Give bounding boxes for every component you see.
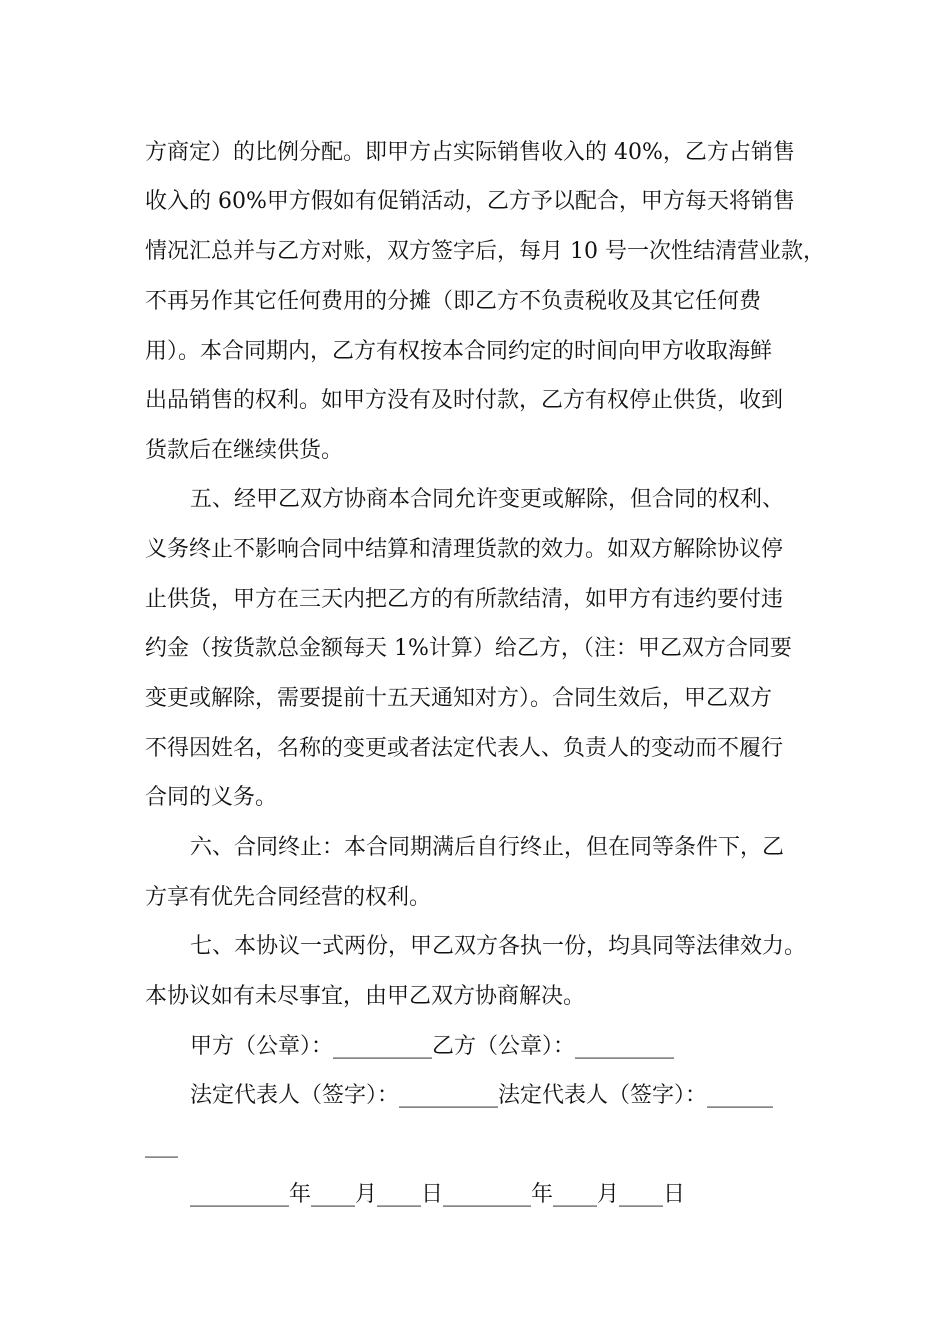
body-text-line: 方商定）的比例分配。即甲方占实际销售收入的 40%，乙方占销售 (145, 140, 795, 165)
body-text-line: 不再另作其它任何费用的分摊（即乙方不负责税收及其它任何费 (145, 289, 762, 314)
clause-five-heading-line: 五、经甲乙双方协商本合同允许变更或解除，但合同的权利、 (190, 487, 785, 512)
body-text-line: 出品销售的权利。如甲方没有及时付款，乙方有权停止供货，收到 (145, 388, 784, 413)
body-text-line: 本协议如有未尽事宜，由甲乙双方协商解决。 (145, 984, 586, 1009)
body-text-line: 变更或解除，需要提前十五天通知对方）。合同生效后，甲乙双方 (145, 686, 773, 711)
body-text-line: 合同的义务。 (145, 785, 278, 810)
party-seal-line: 甲方（公章）：_________乙方（公章）：_________ (190, 1034, 675, 1059)
signature-continuation-line: ___ (145, 1133, 178, 1158)
clause-six-heading-line: 六、合同终止：本合同期满后自行终止，但在同等条件下，乙 (190, 835, 785, 860)
body-text-line: 义务终止不影响合同中结算和清理货款的效力。如双方解除协议停 (145, 537, 784, 562)
body-text-line: 货款后在继续供货。 (145, 438, 344, 463)
date-line: _________年____月____日________年____月____日 (190, 1182, 686, 1207)
body-text-line: 情况汇总并与乙方对账，双方签字后，每月 10 号一次性结清营业款， (145, 239, 825, 264)
clause-seven-heading-line: 七、本协议一式两份，甲乙双方各执一份，均具同等法律效力。 (190, 934, 807, 959)
body-text-line: 不得因姓名，名称的变更或者法定代表人、负责人的变动而不履行 (145, 736, 784, 761)
body-text-line: 约金（按货款总金额每天 1%计算）给乙方，（注：甲乙双方合同要 (145, 636, 792, 661)
body-text-line: 止供货，甲方在三天内把乙方的有所款结清，如甲方有违约要付违 (145, 587, 784, 612)
body-text-line: 用）。本合同期内，乙方有权按本合同约定的时间向甲方收取海鲜 (145, 339, 773, 364)
body-text-line: 收入的 60%甲方假如有促销活动，乙方予以配合，甲方每天将销售 (145, 189, 795, 214)
body-text-line: 方享有优先合同经营的权利。 (145, 885, 432, 910)
legal-rep-signature-line: 法定代表人（签字）：_________法定代表人（签字）：______ (190, 1083, 774, 1108)
